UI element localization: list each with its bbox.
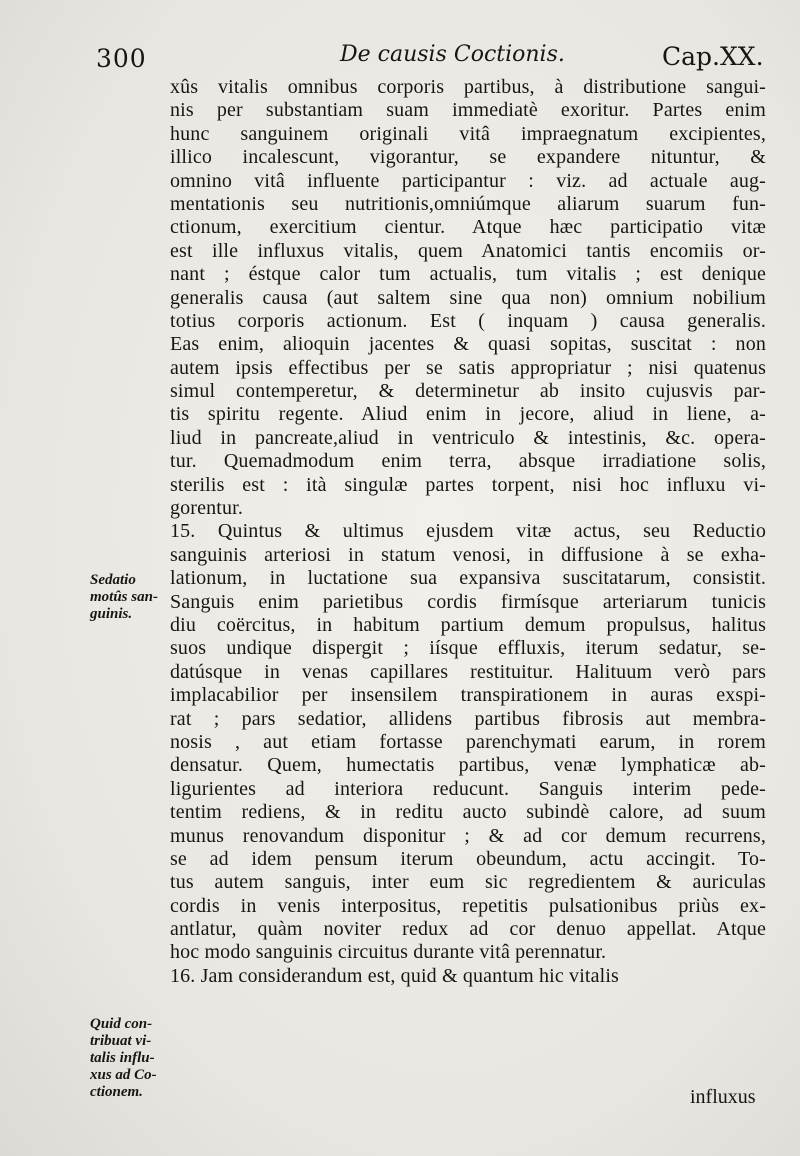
text-line: est ille influxus vitalis, quem Anatomici tantis encomiis or- — [170, 239, 766, 262]
text-line: implacabilior per insensilem transpirationem in auras exspi- — [170, 684, 766, 707]
text-line: munus renovandum disponitur ; & ad cor demum recurrens, — [170, 824, 766, 847]
body-text — [170, 76, 766, 988]
page-number: 300 — [96, 44, 147, 73]
running-title: De causis Coctionis. — [340, 42, 565, 67]
text-line: nant ; éstque calor tum actualis, tum vitalis ; est denique — [170, 263, 766, 286]
text-line: xûs vitalis omnibus corporis partibus, à distributione sangui- — [170, 76, 766, 98]
text-line: cordis in venis interpositus, repetitis pulsationibus priùs ex- — [170, 894, 766, 917]
text-line: Eas enim, alioquin jacentes & quasi sopitas, suscitat : non — [170, 333, 766, 356]
marginal-note-line: Sedatio — [90, 572, 136, 588]
catchword: influxus — [690, 1086, 756, 1108]
text-line: 15. Quintus & ultimus ejusdem vitæ actus, seu Reductio — [170, 520, 766, 543]
text-line: tentim rediens, & in reditu aucto subindè calore, ad suum — [170, 801, 766, 824]
text-line: suos undique dispergit ; iísque effluxis, iterum sedatur, se- — [170, 637, 766, 660]
text-line: simul contemperetur, & determinetur ab insito cujusvis par- — [170, 380, 766, 403]
text-line: tis spiritu regente. Aliud enim in jecore, aliud in liene, a- — [170, 403, 766, 426]
text-line: autem ipsis effectibus per se satis appropriatur ; nisi quatenus — [170, 356, 766, 379]
text-line: nosis , aut etiam fortasse parenchymati earum, in rorem — [170, 730, 766, 753]
text-line: tus autem sanguis, inter eum sic regredientem & auriculas — [170, 871, 766, 894]
text-line: liud in pancreate,aliud in ventriculo & intestinis, &c. opera- — [170, 426, 766, 449]
text-line: totius corporis actionum. Est ( inquam ) causa generalis. — [170, 309, 766, 332]
text-line: gorentur. — [170, 497, 244, 520]
marginal-note-quid — [90, 1016, 157, 1101]
marginal-note-line: xus ad Co- — [90, 1067, 157, 1083]
text-line: sanguinis arteriosi in statum venosi, in diffusione à se exha- — [170, 543, 766, 566]
text-line: hoc modo sanguinis circuitus durante vitâ perennatur. — [170, 941, 607, 964]
text-line: densatur. Quem, humectatis partibus, venæ lymphaticæ ab- — [170, 754, 766, 777]
marginal-note-line: ctionem. — [90, 1084, 143, 1100]
text-line: rat ; pars sedatior, allidens partibus fibrosis aut membra- — [170, 707, 766, 730]
text-line: diu coërcitus, in habitum partium demum propulsus, halitus — [170, 613, 766, 636]
text-line: ligurientes ad interiora reducunt. Sanguis interim pede- — [170, 777, 766, 800]
text-line: se ad idem pensum iterum obeundum, actu accingit. To- — [170, 847, 766, 870]
text-line: Sanguis enim parietibus cordis firmísque arteriarum tunicis — [170, 590, 766, 613]
text-line: 16. Jam considerandum est, quid & quantum hic vitalis — [170, 964, 619, 987]
text-line: lationum, in luctatione sua expansiva suscitatarum, consistit. — [170, 567, 766, 590]
text-line: omnino vitâ influente participantur : viz. ad actuale aug- — [170, 169, 766, 192]
marginal-note-line: talis influ- — [90, 1050, 155, 1066]
marginal-note-line: motûs san- — [90, 589, 158, 605]
text-line: illico incalescunt, vigorantur, se expandere nituntur, & — [170, 146, 766, 169]
text-line: nis per substantiam suam immediatè exoritur. Partes enim — [170, 99, 766, 122]
marginal-note-line: Quid con- — [90, 1016, 153, 1032]
marginal-note-sedatio — [90, 572, 158, 623]
marginal-note-line: tribuat vi- — [90, 1033, 152, 1049]
text-line: ctionum, exercitium cientur. Atque hæc participatio vitæ — [170, 216, 766, 239]
text-line: sterilis est : ità singulæ partes torpent, nisi hoc influxu vi- — [170, 473, 766, 496]
text-line: tur. Quemadmodum enim terra, absque irradiatione solis, — [170, 450, 766, 473]
text-line: mentationis seu nutritionis,omniúmque aliarum suarum fun- — [170, 192, 766, 215]
text-line: generalis causa (aut saltem sine qua non) omnium nobilium — [170, 286, 766, 309]
chapter-label: Cap.XX. — [662, 42, 764, 71]
marginal-note-line: guinis. — [90, 606, 133, 622]
text-line: datúsque in venas capillares restituitur. Halituum verò pars — [170, 660, 766, 683]
text-line: antlatur, quàm noviter redux ad cor denuo appellat. Atque — [170, 918, 766, 941]
text-line: hunc sanguinem originali vitâ impraegnatum excipientes, — [170, 122, 766, 145]
